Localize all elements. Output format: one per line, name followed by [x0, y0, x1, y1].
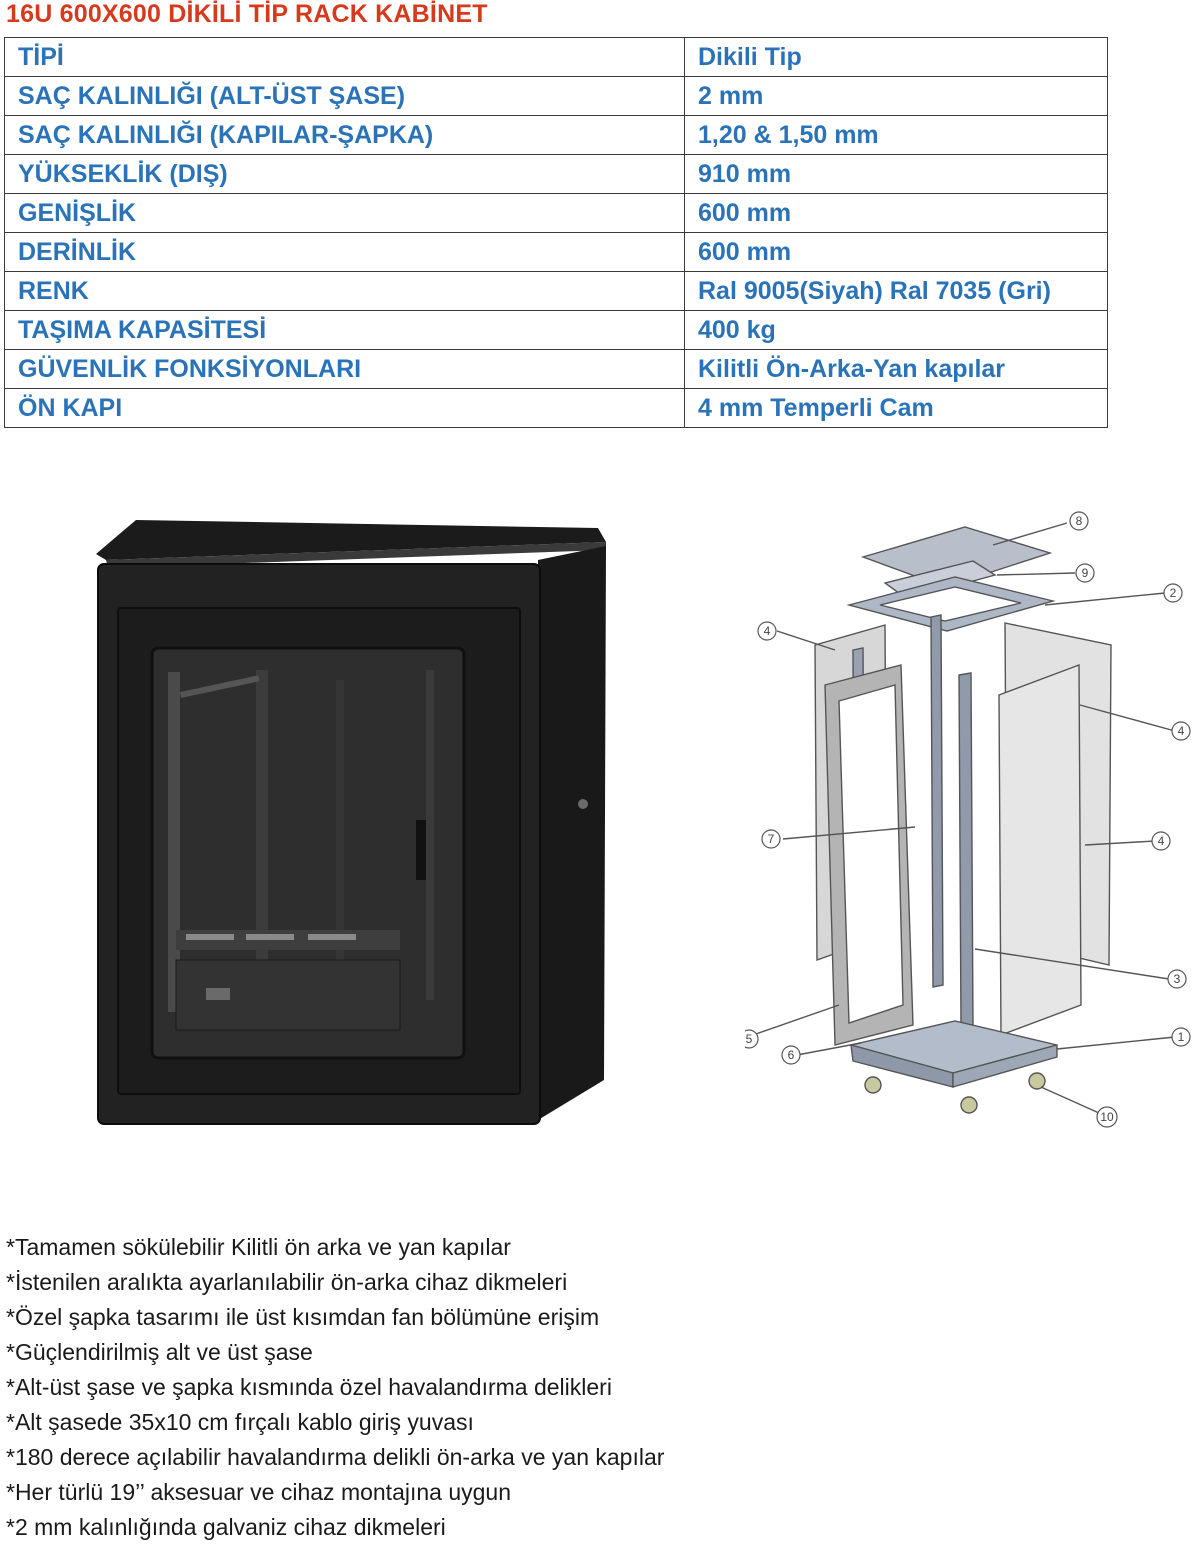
table-row: [5, 389, 1108, 428]
list-item: *Alt şasede 35x10 cm fırçalı kablo giriş yuvası: [6, 1409, 474, 1435]
callout-label: 8: [1075, 514, 1083, 528]
spec-value: Dikili Tip: [685, 38, 1108, 77]
list-item: *Tamamen sökülebilir Kilitli ön arka ve yan kapılar: [6, 1234, 511, 1260]
spec-label: TAŞIMA KAPASİTESİ: [5, 311, 685, 350]
spec-label: GÜVENLİK FONKSİYONLARI: [5, 350, 685, 389]
spec-value: 400 kg: [685, 311, 1108, 350]
list-item: *Alt-üst şase ve şapka kısmında özel havalandırma delikleri: [6, 1374, 612, 1400]
list-item: *İstenilen aralıkta ayarlanılabilir ön-arka cihaz dikmeleri: [6, 1269, 568, 1295]
spec-label: ÖN KAPI: [5, 389, 685, 428]
spec-value: 600 mm: [685, 194, 1108, 233]
spec-value: 600 mm: [685, 233, 1108, 272]
table-row: [5, 194, 1108, 233]
table-row: [5, 272, 1108, 311]
callout-label: 4: [1157, 834, 1165, 848]
exploded-view-diagram: [745, 505, 1197, 1140]
callout-label: 3: [1173, 972, 1181, 986]
page-title: 16U 600X600 DİKİLİ TİP RACK KABİNET: [6, 0, 488, 28]
spec-value: Kilitli Ön-Arka-Yan kapılar: [685, 350, 1108, 389]
callout-label: 1: [1177, 1030, 1185, 1044]
spec-value: 1,20 & 1,50 mm: [685, 116, 1108, 155]
cabinet-photo: [86, 520, 618, 1148]
spec-value: 2 mm: [685, 77, 1108, 116]
list-item: *Özel şapka tasarımı ile üst kısımdan fan bölümüne erişim: [6, 1304, 600, 1330]
callout-label: 9: [1081, 566, 1089, 580]
callout-label: 4: [1177, 724, 1185, 738]
callout-label: 2: [1169, 586, 1177, 600]
table-row: [5, 155, 1108, 194]
spec-label: YÜKSEKLİK (DIŞ): [5, 155, 685, 194]
callout-label: 5: [745, 1032, 753, 1046]
callout-label: 7: [767, 832, 775, 846]
feature-list: [6, 1230, 664, 1545]
spec-table: [4, 37, 1108, 428]
spec-label: SAÇ KALINLIĞI (ALT-ÜST ŞASE): [5, 77, 685, 116]
spec-value: 910 mm: [685, 155, 1108, 194]
spec-value: Ral 9005(Siyah) Ral 7035 (Gri): [685, 272, 1108, 311]
table-row: [5, 233, 1108, 272]
table-row: [5, 311, 1108, 350]
table-row: [5, 38, 1108, 77]
table-row: [5, 77, 1108, 116]
spec-label: TİPİ: [5, 38, 685, 77]
callout-label: 10: [1100, 1110, 1114, 1124]
list-item: *Güçlendirilmiş alt ve üst şase: [6, 1339, 313, 1365]
table-row: [5, 350, 1108, 389]
callout-label: 4: [763, 624, 771, 638]
spec-label: SAÇ KALINLIĞI (KAPILAR-ŞAPKA): [5, 116, 685, 155]
spec-label: GENİŞLİK: [5, 194, 685, 233]
spec-value: 4 mm Temperli Cam: [685, 389, 1108, 428]
list-item: *180 derece açılabilir havalandırma delikli ön-arka ve yan kapılar: [6, 1444, 665, 1470]
list-item: *2 mm kalınlığında galvaniz cihaz dikmeleri: [6, 1514, 446, 1540]
table-row: [5, 116, 1108, 155]
list-item: *Her türlü 19’’ aksesuar ve cihaz montajına uygun: [6, 1479, 512, 1505]
spec-label: DERİNLİK: [5, 233, 685, 272]
spec-label: RENK: [5, 272, 685, 311]
callout-label: 6: [787, 1048, 795, 1062]
